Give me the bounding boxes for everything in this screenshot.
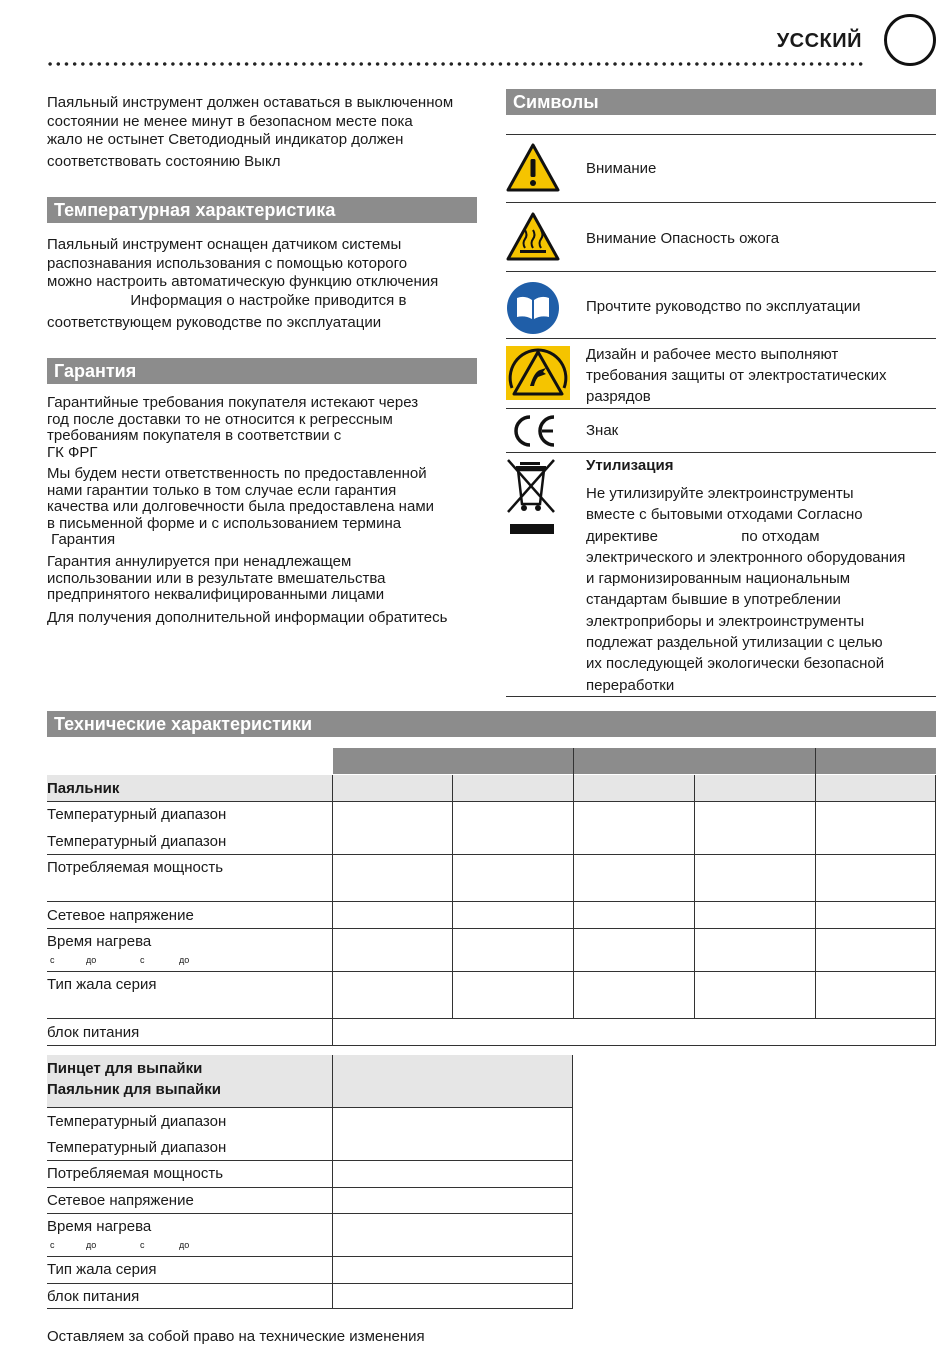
table-row-label: Время нагрева [47, 933, 152, 950]
disposal-line: подлежат раздельной утилизации с целью [586, 634, 883, 652]
disposal-line: электроприборы и электроинструменты [586, 612, 865, 630]
disposal-line: директиве по отходам [586, 527, 820, 545]
table-rule [47, 971, 936, 972]
disposal-line: и гармонизированным национальным [586, 570, 851, 588]
symbols-divider [506, 202, 936, 203]
symbol-label: Внимание Опасность ожога [586, 230, 780, 247]
symbol-label: Дизайн и рабочее место выполняют [586, 346, 839, 363]
esd-icon [506, 346, 570, 400]
table-row-label: Сетевое напряжение [47, 907, 194, 924]
table-row-label: Потребляемая мощность [47, 1165, 224, 1182]
warranty-line: качества или долговечности была предоставлена нами [47, 498, 435, 515]
table-rule [47, 854, 936, 855]
warranty-line: предпринятого неквалифицированными лицами [47, 586, 385, 603]
symbol-label: требования защиты от электростатических [586, 367, 887, 384]
table-rule [47, 1045, 936, 1046]
table-rule [572, 1055, 573, 1309]
esd-text [586, 344, 887, 407]
table-row-label: блок питания [47, 1024, 140, 1041]
table-row-label: блок питания [47, 1288, 140, 1305]
intro-line: соответствовать состоянию Выкл [47, 152, 281, 170]
temperature-line: можно настроить автоматическую функцию отключения [47, 273, 439, 290]
symbols-divider [506, 338, 936, 339]
table-row-label: Тип жала серия [47, 976, 157, 993]
table-group-label: Паяльник [47, 780, 120, 797]
language-circle-icon [884, 14, 936, 66]
symbol-label: Знак [586, 422, 619, 439]
intro-line: состоянии не менее минут в безопасном месте пока [47, 112, 413, 130]
table-rule [47, 928, 936, 929]
symbols-divider [506, 696, 936, 697]
warranty-paragraph-4: Для получения дополнительной информации обратитесь [47, 609, 448, 626]
table-row-label: Потребляемая мощность [47, 859, 224, 876]
table-row-label: Сетевое напряжение [47, 1192, 194, 1209]
table-row-label: Температурный диапазон [47, 833, 227, 850]
disposal-line: стандартам бывшие в употреблении [586, 591, 841, 609]
table-rule [573, 748, 574, 1019]
table-rule [47, 1283, 573, 1284]
table-rule [815, 748, 816, 1019]
table-row-sublabel: до [86, 955, 97, 965]
temperature-line: Паяльный инструмент оснащен датчиком системы [47, 236, 402, 253]
temperature-paragraph [47, 236, 438, 333]
warranty-paragraph-3 [47, 554, 385, 604]
warranty-line: Гарантия [47, 531, 116, 548]
warranty-heading: Гарантия [47, 358, 477, 384]
table-row-sublabel: до [179, 1240, 190, 1250]
warranty-line: ГК ФРГ [47, 443, 98, 461]
warranty-line: требованиям покупателя в соответствии с [47, 427, 342, 444]
symbols-divider [506, 408, 936, 409]
weee-bin-icon [506, 458, 558, 538]
symbols-divider [506, 134, 936, 135]
table-rule [47, 901, 936, 902]
table-row-label: Тип жала серия [47, 1261, 157, 1278]
table-rule [47, 1256, 573, 1257]
intro-line: жало не остынет Светодиодный индикатор должен [47, 131, 404, 148]
table-rule [47, 1160, 573, 1161]
dotted-divider [46, 62, 864, 66]
table-rule [332, 1055, 333, 1309]
symbols-heading: Символы [506, 89, 936, 115]
temperature-line: распознавания использования с помощью которого [47, 254, 408, 272]
warranty-line: Гарантия аннулируется при ненадлежащем [47, 553, 352, 570]
symbol-label: Прочтите руководство по эксплуатации [586, 298, 861, 315]
symbols-divider [506, 271, 936, 272]
table-rule [694, 775, 695, 1019]
table-row-label: Температурный диапазон [47, 1113, 227, 1130]
ce-mark-icon [510, 413, 558, 449]
hot-surface-icon [506, 212, 560, 262]
table-row-label: Температурный диапазон [47, 806, 227, 823]
warranty-paragraph-1 [47, 395, 418, 461]
warranty-line: в письменной форме и с использованием термина [47, 514, 402, 532]
table-rule [47, 801, 936, 802]
table-header-cell [574, 748, 815, 774]
disposal-line: переработки [586, 676, 675, 694]
language-title: УССКИЙ [776, 30, 862, 52]
symbol-label: Внимание [586, 160, 657, 177]
intro-line: Паяльный инструмент должен оставаться в выключенном [47, 94, 454, 111]
table-row-sublabel: с [50, 955, 55, 965]
warranty-line: Мы будем нести ответственность по предоставленной [47, 465, 427, 482]
tech-heading: Технические характеристики [47, 711, 936, 737]
table-row-sublabel: до [179, 955, 190, 965]
disposal-line: их последующей экологически безопасной [586, 655, 885, 673]
table-row-label: Время нагрева [47, 1218, 152, 1235]
symbols-divider [506, 452, 936, 453]
table-rule [47, 1213, 573, 1214]
disposal-title: Утилизация [586, 457, 674, 474]
disposal-line: Не утилизируйте электроинструменты [586, 485, 854, 502]
table-group-row [47, 775, 936, 802]
footer-note: Оставляем за собой право на технические изменения [47, 1328, 425, 1345]
table-header-cell [333, 748, 573, 774]
table-group-label: Пинцет для выпайки [47, 1060, 203, 1077]
table-rule [935, 775, 936, 1046]
table-header-cell [816, 748, 936, 774]
warranty-paragraph-2 [47, 466, 434, 549]
intro-paragraph [47, 94, 453, 171]
table-rule [332, 775, 333, 1046]
table-row-sublabel: с [140, 955, 145, 965]
warranty-line: год после доставки то не относится к регрессным [47, 410, 393, 428]
table-rule [47, 1018, 936, 1019]
table-group-label: Паяльник для выпайки [47, 1081, 221, 1098]
table-row-label: Температурный диапазон [47, 1139, 227, 1156]
disposal-line: электрического и электронного оборудования [586, 548, 906, 566]
read-manual-icon [506, 281, 560, 335]
table-row-sublabel: с [140, 1240, 145, 1250]
table-rule [47, 1308, 573, 1309]
table-row-sublabel: до [86, 1240, 97, 1250]
warranty-line: использовании или в результате вмешательства [47, 569, 386, 587]
table-rule [47, 1107, 573, 1108]
table-rule [452, 775, 453, 1019]
temperature-line: Информация о настройке приводится в [47, 291, 407, 309]
disposal-line: вместе с бытовыми отходами Согласно [586, 506, 863, 524]
temperature-line: соответствующем руководстве по эксплуатации [47, 314, 382, 331]
temperature-heading: Температурная характеристика [47, 197, 477, 223]
symbol-label: разрядов [586, 388, 651, 405]
table-rule [47, 1187, 573, 1188]
table-row-sublabel: с [50, 1240, 55, 1250]
warning-triangle-icon [506, 143, 560, 193]
warranty-line: Гарантийные требования покупателя истекают через [47, 394, 419, 411]
disposal-text [586, 483, 905, 696]
warranty-line: нами гарантии только в том случае если гарантия [47, 481, 397, 499]
